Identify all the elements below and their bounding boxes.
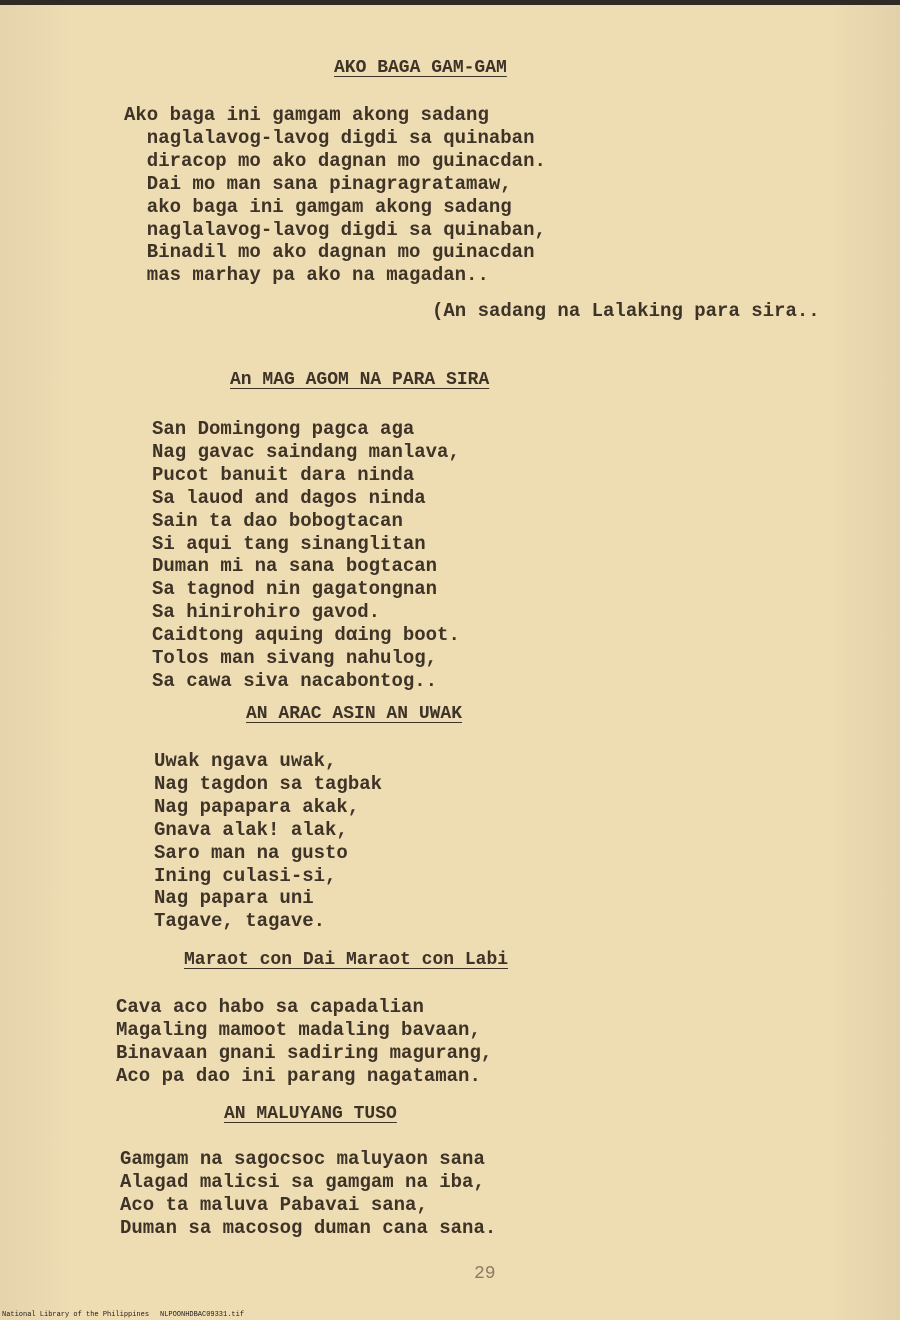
- poem-attribution: (An sadang na Lalaking para sira..: [432, 300, 820, 322]
- poem-line: ako baga ini gamgam akong sadang: [124, 195, 512, 218]
- poem-line: Binavaan gnani sadiring magurang,: [116, 1041, 493, 1064]
- poem-line: Tagave, tagave.: [154, 910, 326, 933]
- poem-line: Sa cawa siva nacabontog..: [152, 669, 438, 692]
- poem-stanza-3: [154, 750, 382, 933]
- poem-line: Ako baga ini gamgam akong sadang: [124, 104, 489, 126]
- poem-stanza-2: [152, 418, 460, 693]
- poem-line: Ining culasi-si,: [154, 864, 337, 887]
- poem-line: Uwak ngava uwak,: [154, 750, 337, 772]
- poem-title-1: AKO BAGA GAM-GAM: [334, 58, 507, 78]
- poem-line: naglalavog-lavog digdi sa quinaban,: [124, 218, 546, 241]
- poem-line: Duman mi na sana bogtacan: [152, 555, 438, 578]
- poem-line: diracop mo ako dagnan mo guinacdan.: [124, 149, 546, 172]
- poem-title-4: Maraot con Dai Maraot con Labi: [184, 950, 509, 970]
- poem-line: naglalavog-lavog digdi sa quinaban: [124, 126, 535, 149]
- poem-title-2: An MAG AGOM NA PARA SIRA: [230, 370, 490, 390]
- poem-line: Binadil mo ako dagnan mo guinacdan: [124, 241, 535, 264]
- poem-line: Magaling mamoot madaling bavaan,: [116, 1018, 481, 1041]
- poem-title-5: AN MALUYANG TUSO: [224, 1104, 397, 1124]
- poem-line: Pucot banuit dara ninda: [152, 463, 415, 486]
- poem-line: Gnava alak! alak,: [154, 818, 348, 841]
- footer-library: National Library of the Philippines: [2, 1311, 150, 1319]
- poem-line: Caidtong aquing dαing boot.: [152, 624, 460, 647]
- poem-line: Alagad malicsi sa gamgam na iba,: [120, 1170, 485, 1193]
- poem-line: mas marhay pa ako na magadan..: [124, 264, 489, 287]
- poem-line: Nag papapara akak,: [154, 795, 360, 818]
- poem-line: Sa lauod and dagos ninda: [152, 486, 426, 509]
- poem-stanza-5: [120, 1148, 496, 1240]
- poem-line: Nag tagdon sa tagbak: [154, 772, 383, 795]
- poem-line: San Domingong pagca aga: [152, 418, 415, 440]
- poem-line: Duman sa macosog duman cana sana.: [120, 1216, 497, 1239]
- page-number: 29: [474, 1264, 496, 1284]
- poem-line: Aco ta maluva Pabavai sana,: [120, 1193, 428, 1216]
- poem-line: Dai mo man sana pinagragratamaw,: [124, 172, 512, 195]
- poem-line: Cava aco habo sa capadalian: [116, 996, 424, 1018]
- poem-line: Sa hinirohiro gavod.: [152, 601, 381, 624]
- poem-title-3: AN ARAC ASIN AN UWAK: [246, 704, 463, 724]
- poem-line: Saro man na gusto: [154, 841, 348, 864]
- poem-line: Sa tagnod nin gagatongnan: [152, 578, 438, 601]
- poem-line: Aco pa dao ini parang nagataman.: [116, 1064, 481, 1087]
- scan-top-edge: [0, 0, 900, 5]
- poem-line: Gamgam na sagocsoc maluyaon sana: [120, 1148, 485, 1170]
- poem-line: Tolos man sivang nahulog,: [152, 647, 438, 670]
- poem-line: Sain ta dao bobogtacan: [152, 509, 403, 532]
- poem-line: Nag gavac saindang manlava,: [152, 440, 460, 463]
- poem-line: Nag papara uni: [154, 887, 314, 910]
- poem-stanza-1: [124, 104, 546, 287]
- poem-stanza-4: [116, 996, 492, 1088]
- poem-line: Si aqui tang sinanglitan: [152, 532, 426, 555]
- footer-filename: NLPOONHDBAC09331.tif: [160, 1311, 245, 1319]
